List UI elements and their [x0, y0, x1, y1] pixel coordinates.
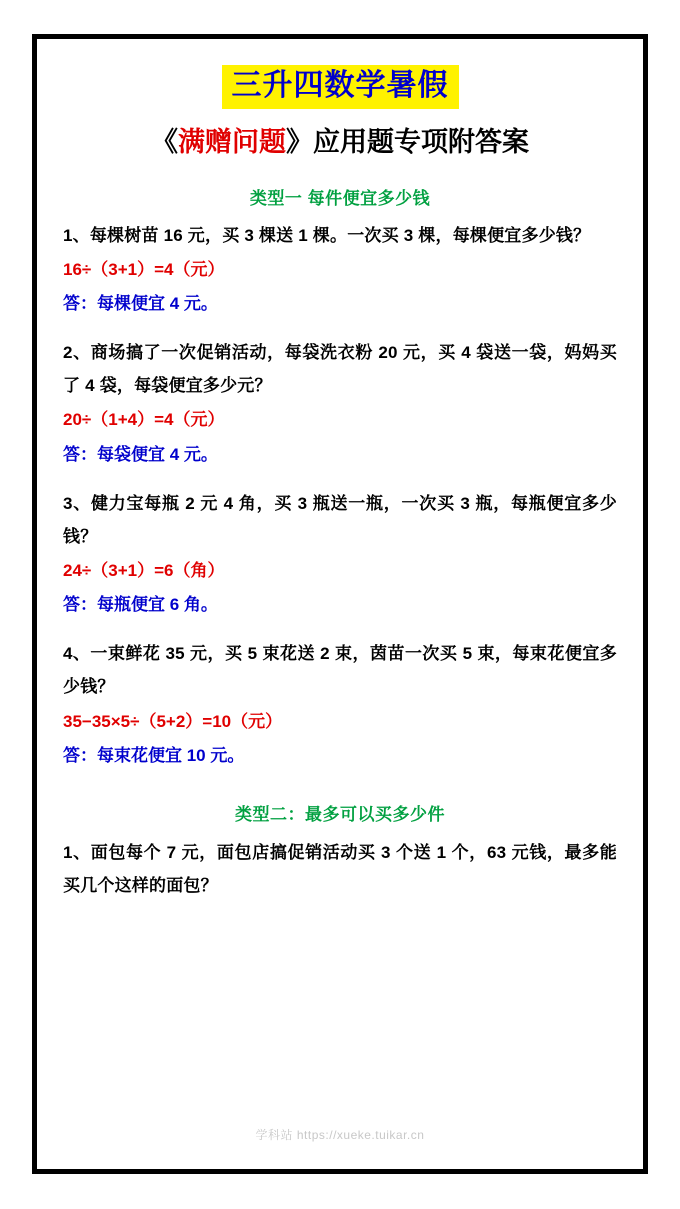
- solution-text: 24÷（3+1）=6（角）: [63, 561, 225, 581]
- problem-item: [63, 487, 617, 622]
- question-text: 3、健力宝每瓶 2 元 4 角，买 3 瓶送一瓶，一次买 3 瓶，每瓶便宜多少钱？: [63, 493, 617, 546]
- content-inner: [37, 39, 643, 1169]
- page-subtitle: [63, 126, 617, 160]
- question-text: 4、一束鲜花 35 元，买 5 束花送 2 束，茵苗一次买 5 束，每束花便宜多少钱？: [63, 644, 617, 697]
- answer-text: 答：每束花便宜 10 元。: [63, 745, 245, 765]
- problem-item: [63, 336, 617, 471]
- section-heading-1: 类型一 每件便宜多少钱: [249, 188, 431, 208]
- watermark: 学科站 https://xueke.tuikar.cn: [255, 1128, 425, 1142]
- subtitle-left-bracket: 《: [151, 127, 178, 157]
- subtitle-tail: 应用题专项附答案: [313, 127, 529, 157]
- problem-item: [63, 836, 617, 902]
- answer-text: 答：每瓶便宜 6 角。: [63, 595, 218, 615]
- problem-item: [63, 637, 617, 772]
- question-text: 1、面包每个 7 元，面包店搞促销活动买 3 个送 1 个，63 元钱，最多能买几个这样的面包？: [63, 842, 617, 895]
- content-frame: [32, 34, 648, 1174]
- question-text: 2、商场搞了一次促销活动，每袋洗衣粉 20 元，买 4 袋送一袋，妈妈买了 4 袋，每袋便宜多少元？: [63, 343, 617, 396]
- answer-text: 答：每袋便宜 4 元。: [63, 444, 218, 464]
- subtitle-right-bracket: 》: [286, 127, 313, 157]
- title-row: [63, 65, 617, 109]
- solution-text: 35−35×5÷（5+2）=10（元）: [63, 711, 283, 731]
- question-text: 1、每棵树苗 16 元，买 3 棵送 1 棵。一次买 3 棵，每棵便宜多少钱？: [63, 225, 591, 245]
- solution-text: 20÷（1+4）=4（元）: [63, 410, 225, 430]
- subtitle-topic: 满赠问题: [178, 127, 286, 157]
- solution-text: 16÷（3+1）=4（元）: [63, 259, 225, 279]
- answer-text: 答：每棵便宜 4 元。: [63, 294, 218, 314]
- section-heading-2: 类型二：最多可以买多少件: [235, 804, 445, 824]
- problem-item: [63, 219, 617, 320]
- page-title: 三升四数学暑假: [222, 65, 459, 109]
